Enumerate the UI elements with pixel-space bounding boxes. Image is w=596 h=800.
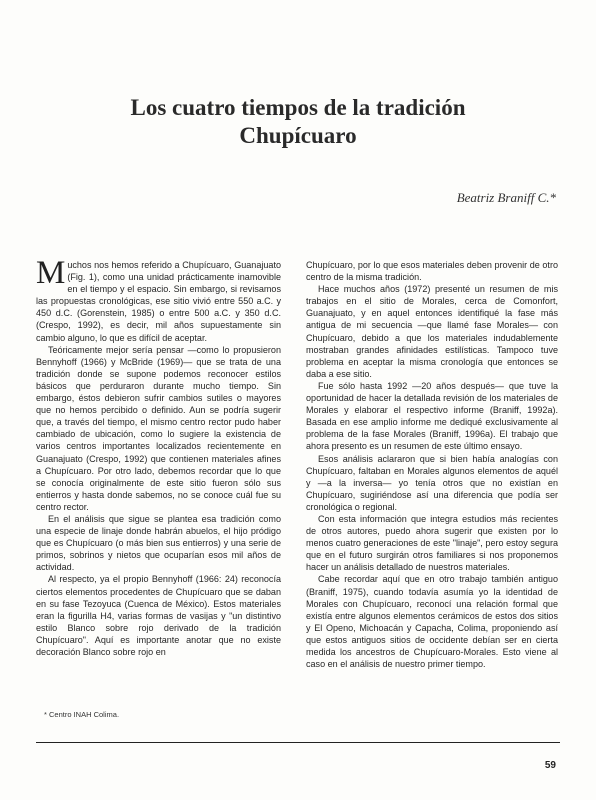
paragraph: Cabe recordar aquí que en otro trabajo también antiguo (Braniff, 1975), cuando todavía asumía yo la identidad de Morales con Chupícuaro, reconocí una relación formal que existía entre algunos elementos cerámicos de estos dos sitios y El Openo, Michoacán y Capacha, Colima, proponiendo así que estos antiguos sitios de occidente debían ser en cierta medida los ancestros de Chupícuaro-Morales. Esto viene al caso en el análisis de nuestro primer tiempo. (306, 574, 558, 670)
paragraph: Teóricamente mejor sería pensar —como lo propusieron Bennyhoff (1966) y McBride (1969)— que se trata de una tradición donde se supone podemos reconocer estilos básicos que perduraron durante mucho tiempo. Sin embargo, éstos debieron sufrir cambios sutiles o mayores que no hemos percibido o definido. Aun se podría sugerir que, a través del tiempo, el mismo centro rector pudo haber cambiado de ubicación, como lo sugiere la existencia de varios centros importantes localizados recientemente en Guanajuato (Crespo, 1992) que contienen materiales afines a Chupícuaro. Por otro lado, debemos recordar que lo que se conocía originalmente de este sitio fueron sólo sus entierros y hasta donde sabemos, no se conoce cuál fue su centro rector. (36, 344, 281, 512)
article-title-line1: Los cuatro tiempos de la tradición (130, 95, 466, 120)
page-number: 59 (544, 760, 556, 771)
drop-cap: M (36, 255, 66, 291)
right-column (306, 259, 558, 670)
paragraph: Hace muchos años (1972) presenté un resumen de mis trabajos en el sitio de Morales, cerca de Comonfort, Guanajuato, y en aquel entonces identifiqué la fase más antigua de mi secuencia —que llamé fase Morales— con Chupícuaro, debido a que los materiales indudablemente mostraban grandes afinidades estilísticas. Tampoco tuve problema en aceptar la misma cronología que entonces se daba a ese sitio. (306, 284, 558, 379)
footer-rule (36, 742, 560, 743)
paragraph: En el análisis que sigue se plantea esa tradición como una especie de linaje donde habrán abuelos, el hijo pródigo que es Chupícuaro (o más bien sus entierros) y una serie de primos, sobrinos y nietos que ocuparían esos mil años de actividad. (36, 513, 281, 573)
paragraph: Fue sólo hasta 1992 —20 años después— que tuve la oportunidad de hacer la detallada revisión de los materiales de Morales y elaborar el respectivo informe (Braniff, 1992a). Basada en ese amplio informe me dediqué exclusivamente al problema de la fase Morales (Braniff, 1996a). El trabajo que ahora presento es un resumen de este último ensayo. (306, 380, 558, 452)
footnote: * Centro INAH Colima. (44, 710, 120, 719)
paragraph: Chupícuaro, por lo que esos materiales deben provenir de otro centro de la misma tradición. (306, 260, 558, 283)
paragraph: Muchos nos hemos referido a Chupícuaro, Guanajuato (Fig. 1), como una unidad prácticamente inamovible en el tiempo y el espacio. Sin embargo, si revisamos las propuestas cronológicas, ese sitio vivió entre 550 a.C. y 450 d.C. (Gorenstein, 1985) o entre 500 a.C. y 350 d.C. (Crespo, 1992), es decir, mil años supuestamente sin cambio alguno, lo que es difícil de aceptar. (36, 255, 281, 343)
paragraph: Esos análisis aclararon que si bien había analogías con Chupícuaro, faltaban en Morales algunos elementos de aquél y —a la inversa— yo tenía otros que no existían en Chupícuaro, sugiriéndose así una diferencia que podía ser cronológica o regional. (306, 453, 558, 512)
paragraph: Al respecto, ya el propio Bennyhoff (1966: 24) reconocía ciertos elementos procedentes de Chupícuaro que se daban en su fase Tezoyuca (Cuenca de México). Estos materiales eran la figurilla H4, varias formas de vasijas y "un distintivo estilo Blanco sobre rojo derivado de la tradición Chupícuaro". Aquí es importante anotar que no existe decoración Blanco sobre rojo en (36, 574, 281, 657)
left-column (36, 255, 281, 658)
author-byline: Beatriz Braniff C.* (456, 190, 556, 205)
paragraph: Con esta información que integra estudios más recientes de otros autores, puedo ahora sugerir que existen por lo menos cuatro generaciones de este "linaje", pero estoy segura que en el futuro surgirán otros familiares si nos proponemos hacer un análisis detallado de nuestros materiales. (306, 513, 558, 573)
article-title-line2: Chupícuaro (239, 123, 357, 148)
